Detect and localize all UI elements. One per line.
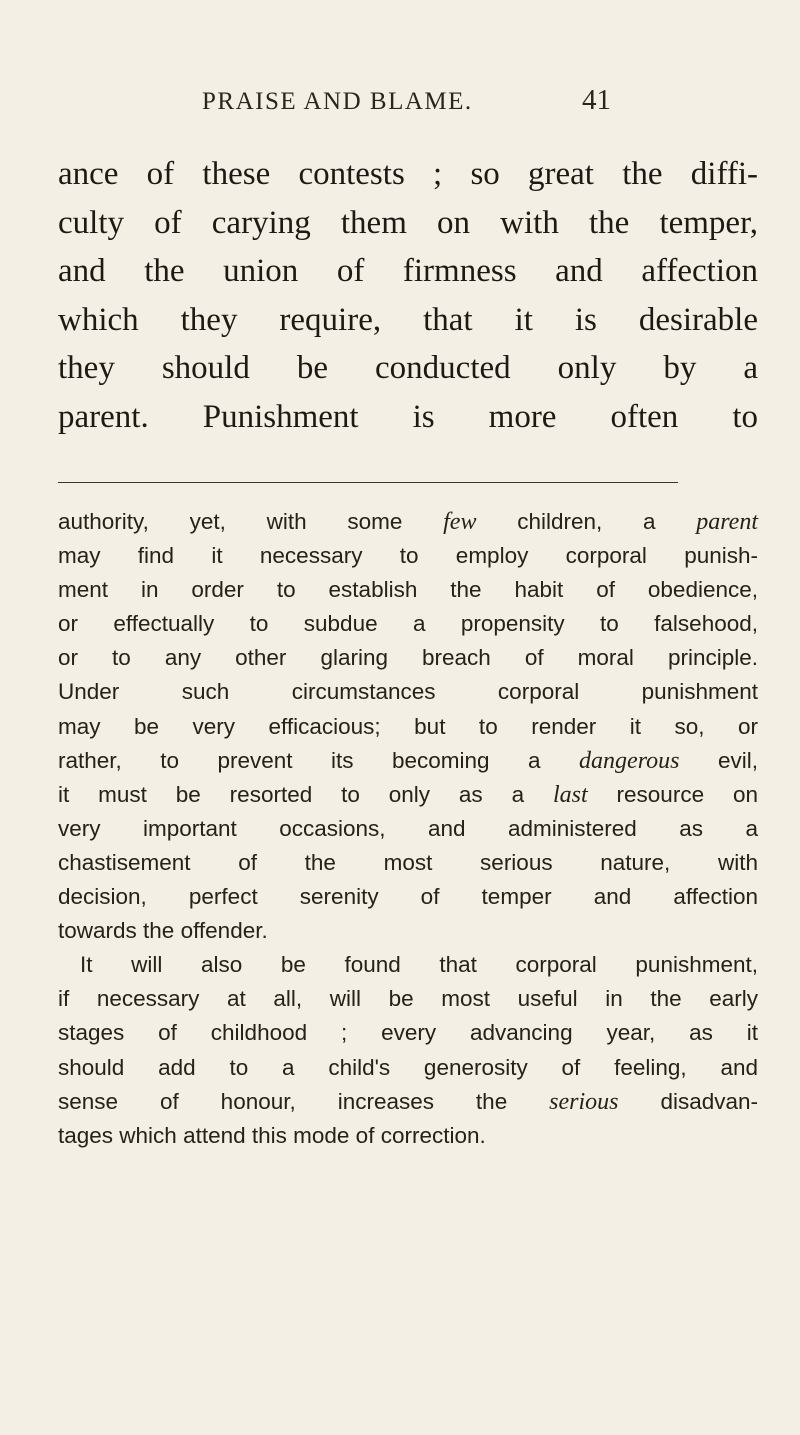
footnote-line: ment in order to establish the habit of obedience, (58, 577, 758, 603)
footnote-line: tages which attend this mode of correction. (58, 1122, 486, 1148)
footnote-text: rather, to prevent its becoming a (58, 747, 580, 773)
footnote-emphasis: last (552, 781, 588, 808)
footnote-text: resource on (587, 781, 758, 807)
footnote-line: or to any other glaring breach of moral principle. (58, 645, 758, 671)
footnote-line: towards the offender. (58, 918, 268, 944)
footnote-line: very important occasions, and administered as a (58, 815, 758, 841)
main-text-line: ance of these contests ; so great the diffi- (58, 156, 758, 192)
footnote-line (58, 778, 758, 812)
footnote-line (58, 744, 758, 778)
footnote-line: may be very efficacious; but to render it so, or (58, 713, 758, 739)
footnote-emphasis: dangerous (579, 747, 680, 774)
footnote-text: authority, yet, with some (58, 509, 444, 534)
footnote-line (58, 505, 758, 539)
footnote-line: decision, perfect serenity of temper and affection (58, 884, 758, 910)
main-text (58, 150, 758, 441)
main-text-line: and the union of firmness and affection (58, 253, 758, 289)
main-text-line: which they require, that it is desirable (58, 301, 758, 338)
footnote-line: chastisement of the most serious nature, with (58, 849, 758, 875)
footnote-line: Under such circumstances corporal punishment (58, 679, 758, 705)
footnote-emphasis: serious (549, 1088, 619, 1115)
footnote-text: sense of honour, increases the (58, 1088, 550, 1114)
footnote-emphasis: few (443, 509, 477, 535)
footnote-line: may find it necessary to employ corporal punish- (58, 543, 758, 569)
page-number: 41 (582, 84, 611, 116)
running-head (202, 84, 642, 116)
footnote-line (58, 1085, 758, 1119)
main-text-line: they should be conducted only by a (58, 350, 758, 386)
footnote-text: evil, (679, 747, 758, 773)
footnote-line: stages of childhood ; every advancing year, as it (58, 1020, 758, 1046)
footnote-divider (58, 482, 678, 483)
footnote (58, 505, 758, 1153)
footnote-line: if necessary at all, will be most useful in the early (58, 986, 758, 1012)
footnote-text: disadvan- (618, 1088, 758, 1114)
main-text-line: culty of carying them on with the temper, (58, 204, 758, 241)
footnote-emphasis: parent (696, 509, 758, 535)
running-head-title: PRAISE AND BLAME. (202, 88, 473, 115)
footnote-text: children, a (476, 509, 697, 534)
footnote-text: it must be resorted to only as a (58, 781, 553, 807)
main-text-line: parent. Punishment is more often to (58, 398, 758, 435)
footnote-line: or effectually to subdue a propensity to falsehood, (58, 611, 758, 637)
footnote-line: It will also be found that corporal punishment, (80, 952, 758, 978)
footnote-line: should add to a child's generosity of feeling, and (58, 1054, 758, 1080)
